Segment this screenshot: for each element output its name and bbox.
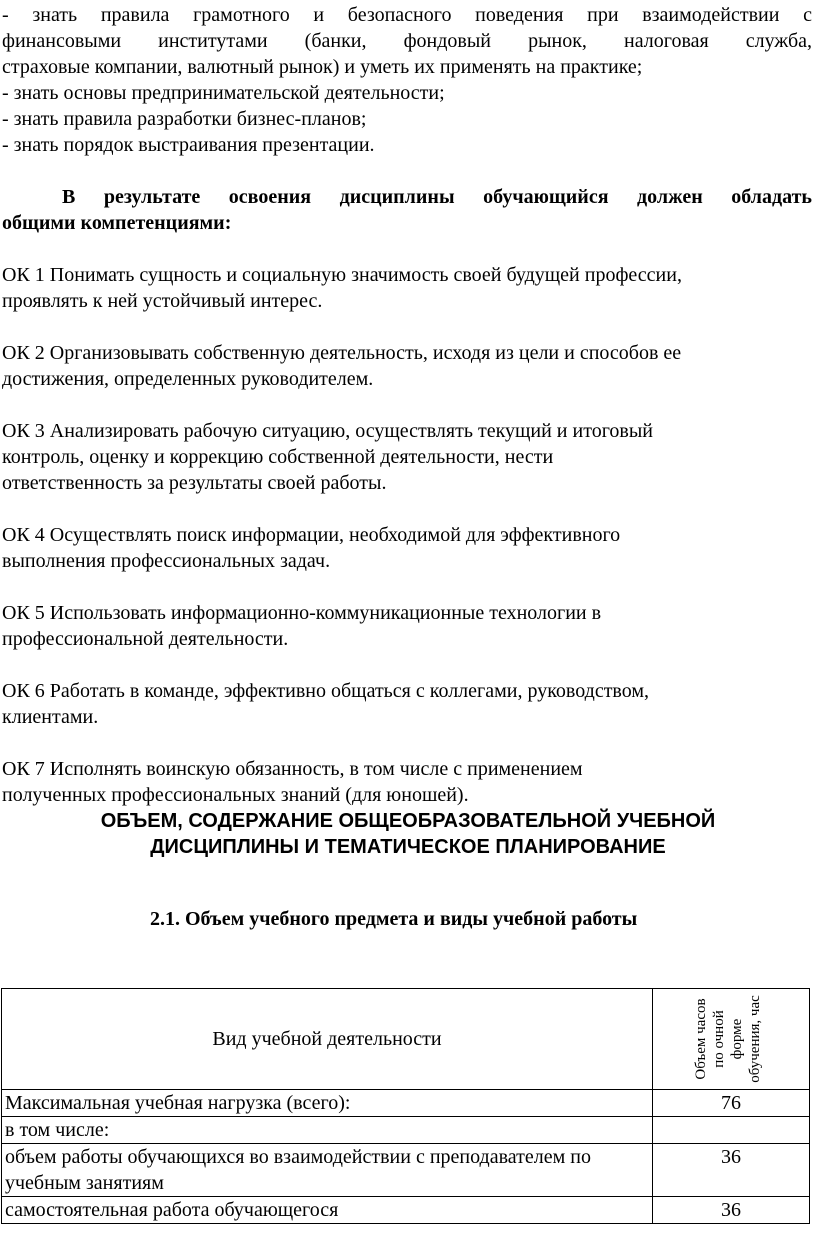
row-value: 36 [653, 1197, 810, 1224]
row-label: самостоятельная работа обучающегося [2, 1197, 653, 1224]
row-value: 76 [653, 1090, 810, 1117]
row-value: 36 [653, 1144, 810, 1197]
competence-ok7: ОК 7 Исполнять воинскую обязанность, в том числе с применением [2, 758, 583, 780]
row-label: объем работы обучающихся во взаимодействии с преподавателем по учебным занятиям [2, 1144, 653, 1197]
competence-ok3-cont: контроль, оценку и коррекцию собственной деятельности, нести [2, 446, 554, 468]
intro-line: финансовыми институтами (банки, фондовый рынок, налоговая служба, [2, 30, 812, 52]
competence-ok4-cont: выполнения профессиональных задач. [2, 550, 331, 572]
competence-ok2: ОК 2 Организовывать собственную деятельность, исходя из цели и способов ее [2, 342, 682, 364]
competence-ok5: ОК 5 Использовать информационно-коммуникационные технологии в [2, 602, 602, 624]
table-row [2, 1117, 810, 1144]
competence-ok6-cont: клиентами. [2, 706, 99, 728]
header-activity: Вид учебной деятельности [2, 989, 653, 1090]
competence-intro-line: общими компетенциями: [2, 212, 232, 234]
bullet-item: - знать правила разработки бизнес-планов; [2, 108, 367, 130]
competence-intro [62, 184, 812, 210]
table-row [2, 1144, 810, 1197]
header-hours-cell [653, 989, 810, 1090]
intro-paragraph [2, 2, 812, 54]
table-header-row [2, 989, 810, 1090]
competence-ok1-cont: проявлять к ней устойчивый интерес. [2, 290, 323, 312]
row-label: Максимальная учебная нагрузка (всего): [2, 1090, 653, 1117]
header-hours: Объем часов по очной форме обучения, час [693, 995, 763, 1083]
table-row [2, 1090, 810, 1117]
row-value [653, 1117, 810, 1144]
intro-line-last: страховые компании, валютный рынок) и уметь их применять на практике; [2, 56, 643, 78]
competence-ok5-cont: профессиональной деятельности. [2, 628, 289, 650]
section-title: ОБЪЕМ, СОДЕРЖАНИЕ ОБЩЕОБРАЗОВАТЕЛЬНОЙ УЧЕБНОЙ [100, 810, 716, 832]
intro-line: - знать правила грамотного и безопасного поведения при взаимодействии с [2, 4, 812, 26]
competence-ok4: ОК 4 Осуществлять поиск информации, необходимой для эффективного [2, 524, 621, 546]
bullet-item: - знать основы предпринимательской деятельности; [2, 82, 445, 104]
subsection-title: 2.1. Объем учебного предмета и виды учебной работы [150, 908, 638, 930]
competence-ok6: ОК 6 Работать в команде, эффективно общаться с коллегами, руководством, [2, 680, 650, 702]
competence-ok3-cont: ответственность за результаты своей работы. [2, 472, 387, 494]
table-row [2, 1197, 810, 1224]
section-title: ДИСЦИПЛИНЫ И ТЕМАТИЧЕСКОЕ ПЛАНИРОВАНИЕ [150, 836, 666, 858]
hours-table [1, 988, 810, 1224]
competence-ok1: ОК 1 Понимать сущность и социальную значимость своей будущей профессии, [2, 264, 682, 286]
row-label: в том числе: [2, 1117, 653, 1144]
competence-intro-line: В результате освоения дисциплины обучающийся должен обладать [62, 186, 812, 208]
competence-ok2-cont: достижения, определенных руководителем. [2, 368, 374, 390]
competence-ok3: ОК 3 Анализировать рабочую ситуацию, осуществлять текущий и итоговый [2, 420, 653, 442]
bullet-item: - знать порядок выстраивания презентации. [2, 134, 375, 156]
competence-ok7-cont: полученных профессиональных знаний (для юношей). [2, 784, 469, 806]
